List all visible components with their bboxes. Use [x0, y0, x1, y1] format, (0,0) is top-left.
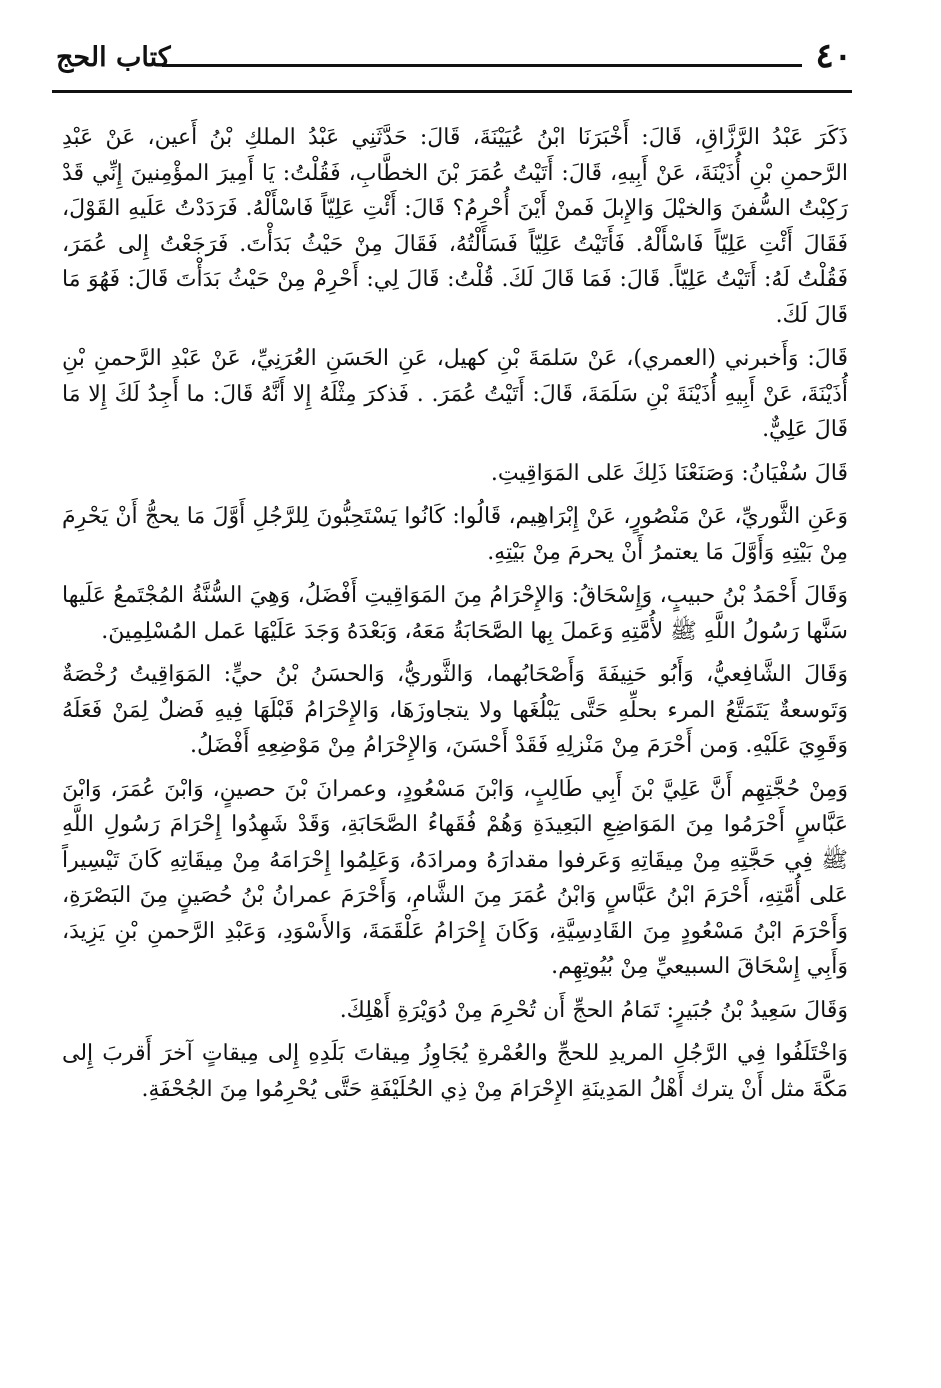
- header-rule-top: [162, 64, 802, 67]
- page-header: [52, 36, 852, 94]
- paragraph-7: وَمِنْ حُجَّتِهِم أَنَّ عَلِيَّ بْنَ أَبِي طَالِبٍ، وَابْنَ مَسْعُودٍ، وعمرانَ بْنَ حصينٍ، وَابْنَ عُمَرَ، وَابْنَ عَبَّاسٍ أَحْرَمُوا مِنَ المَوَاضِعِ البَعِيدَةِ وَهُمْ فُقَهاءُ الصَّحَابَةِ، وَقَدْ شَهِدُوا إِحْرَامَ رَسُولِ اللَّهِ ﷺ فِي حَجَّتِهِ مِنْ مِيقَاتِهِ وَعَرفوا مقدارَهُ ومرادَهُ، وَعَلِمُوا إِحْرَامَهُ مِنْ مِيقَاتِهِ كَانَ تَيْسِيراً عَلى أُمَّتِهِ، أَحْرَمَ ابْنُ عَبَّاسٍ وَابْنُ عُمَرَ مِنَ الشَّامِ، وَأَحْرَمَ عمرانُ بْنُ حُصَينٍ مِنَ البَصْرَةِ، وَأَحْرَمَ ابْنُ مَسْعُودٍ مِنَ القَادِسِيَّةِ، وَكَانَ إِحْرَامُ عَلْقَمَةَ، وَالأَسْوَدِ، وَعَبْدِ الرَّحمنِ بْنِ يَزِيدَ، وَأَبِي إِسْحَاقَ السبيعيِّ مِنْ بُيُوتِهِم.: [62, 776, 848, 979]
- paragraph-4: وَعَنِ الثَّوريِّ، عَنْ مَنْصُورٍ، عَنْ إِبْرَاهِيم، قَالُوا: كَانُوا يَسْتَحِبُّونَ لِلرَّجُلِ أَوَّلَ مَا يحجُّ أَنْ يَحْرِمَ مِنْ بَيْتِهِ وَأَوَّلَ مَا يعتمرُ أَنْ يحرمَ مِنْ بَيْتِهِ.: [62, 504, 848, 565]
- paragraph-9: وَاخْتَلَفُوا فِي الرَّجُلِ المريدِ للحجِّ والعُمْرةِ يُجَاوِزُ مِيقاتَ بَلَدِهِ إِلى مِيقاتٍ آخرَ أَقربَ إِلى مَكَّةَ مثل أَنْ يترك أَهْلُ المَدِينَةِ الإِحْرَامَ مِنْ ذِي الحُلَيْفَةِ حَتَّى يُحْرِمُوا مِنَ الجُحْفَةِ.: [62, 1041, 848, 1102]
- running-title: كتاب الحج: [56, 42, 171, 73]
- page-number: ٤٠: [815, 36, 852, 76]
- paragraph-5: وَقَالَ أَحْمَدُ بْنُ حبيبٍ، وَإِسْحَاقُ: وَالإِحْرَامُ مِنَ المَوَاقِيتِ أَفْضَلُ، وَهِيَ السُّنَّةُ المُجْتَمعُ عَلَيها سَنَّها رَسُولُ اللَّهِ ﷺ لأُمَّتِهِ وَعَملَ بِها الصَّحَابَةُ مَعَهُ، وَبَعْدَهُ وَجَدَ عَلَيْهَا عَمل المُسْلِمِينَ.: [62, 583, 848, 644]
- header-rule-bottom: [52, 90, 852, 93]
- paragraph-3: قَالَ سُفْيَانُ: وَصَنَعْنَا ذَلِكَ عَلى المَوَاقِيتِ.: [490, 460, 848, 486]
- paragraph-1: ذَكَرَ عَبْدُ الرَّزَّاقِ، قَالَ: أَخْبَرَنَا ابْنُ عُيَيْنَةَ، قَالَ: حَدَّثَنِي عَبْدُ الملكِ بْنُ أَعين، عَنْ عَبْدِ الرَّحمنِ بْنِ أُذَيْنَةَ، عَنْ أَبِيهِ، قَالَ: أَتَيْتُ عُمَرَ بْنَ الخطَّابِ، فَقُلْتُ: يَا أَمِيرَ المؤْمِنينَ إِنِّي قَدْ رَكِبْتُ السُّفنَ وَالخيْلَ وَالإِبلَ فَمنْ أَيْنَ أُحْرِمُ؟ قَالَ: أَئْتِ عَلِيّاً فَاسْأَلْهُ. فَرَدَدْتُ عَلَيهِ القَوْلَ، فَقَالَ أَئْتِ عَلِيّاً فَاسْأَلْهُ. فَأَتَيْتُ عَلِيّاً فَسَأَلْتُهُ، فَقَالَ مِنْ حَيْثُ بَدَأْتَ. فَرَجَعْتُ إِلى عُمَرَ، فَقُلْتُ لَهُ: أَتَيْتُ عَلِيّاً. قَالَ: فَمَا قَالَ لَكَ. قُلْتُ: قَالَ لِي: أَحْرِمْ مِنْ حَيْثُ بَدَأْتَ قَالَ: فَهُوَ مَا قَالَ لَكَ.: [62, 125, 848, 328]
- paragraph-2: قَالَ: وَأَخبرني (العمري)، عَنْ سَلمَةَ بْنِ كهيل، عَنِ الحَسَنِ العُرَنِيِّ، عَنْ عَبْدِ الرَّحمنِ بْنِ أُذَيْنَةَ، عَنْ أَبِيهِ أُذَيْنَةَ بْنِ سَلَمَةَ، قَالَ: أَتَيْتُ عُمَرَ. . فَذكرَ مِثْلَهُ إِلا أَنَّهُ قَالَ: ما أَجِدُ لَكَ إِلا مَا قَالَ عَلِيٌّ.: [62, 346, 848, 442]
- paragraph-8: وَقَالَ سَعِيدُ بْنُ جُبَيرٍ: تَمَامُ الحجِّ أَن تُحْرِمَ مِنْ دُوَيْرَةِ أَهْلِكَ.: [339, 997, 848, 1023]
- paragraph-6: وَقَالَ الشَّافِعيُّ، وَأَبُو حَنِيفَةَ وَأَصْحَابُهما، وَالثَّوريُّ، وَالحسَنُ بْنُ حيٍّ: المَوَاقِيتُ رُخْصَةٌ وَتَوسعةٌ يَتَمَتَّعُ المرء بحلِّهِ حَتَّى يَبْلُغَها ولا يتجاوزَهَا، وَالإِحْرَامُ قَبْلَهَا فِيهِ فَضلٌ لِمَنْ فَعَلَهُ وَقَوِيَ عَلَيْهِ. وَمن أَحْرَمَ مِنْ مَنْزلِهِ فَقَدْ أَحْسَنَ، وَالإِحْرَامُ مِنْ مَوْضِعِهِ أَفْضَلُ.: [62, 662, 848, 758]
- body-text: [62, 120, 848, 1115]
